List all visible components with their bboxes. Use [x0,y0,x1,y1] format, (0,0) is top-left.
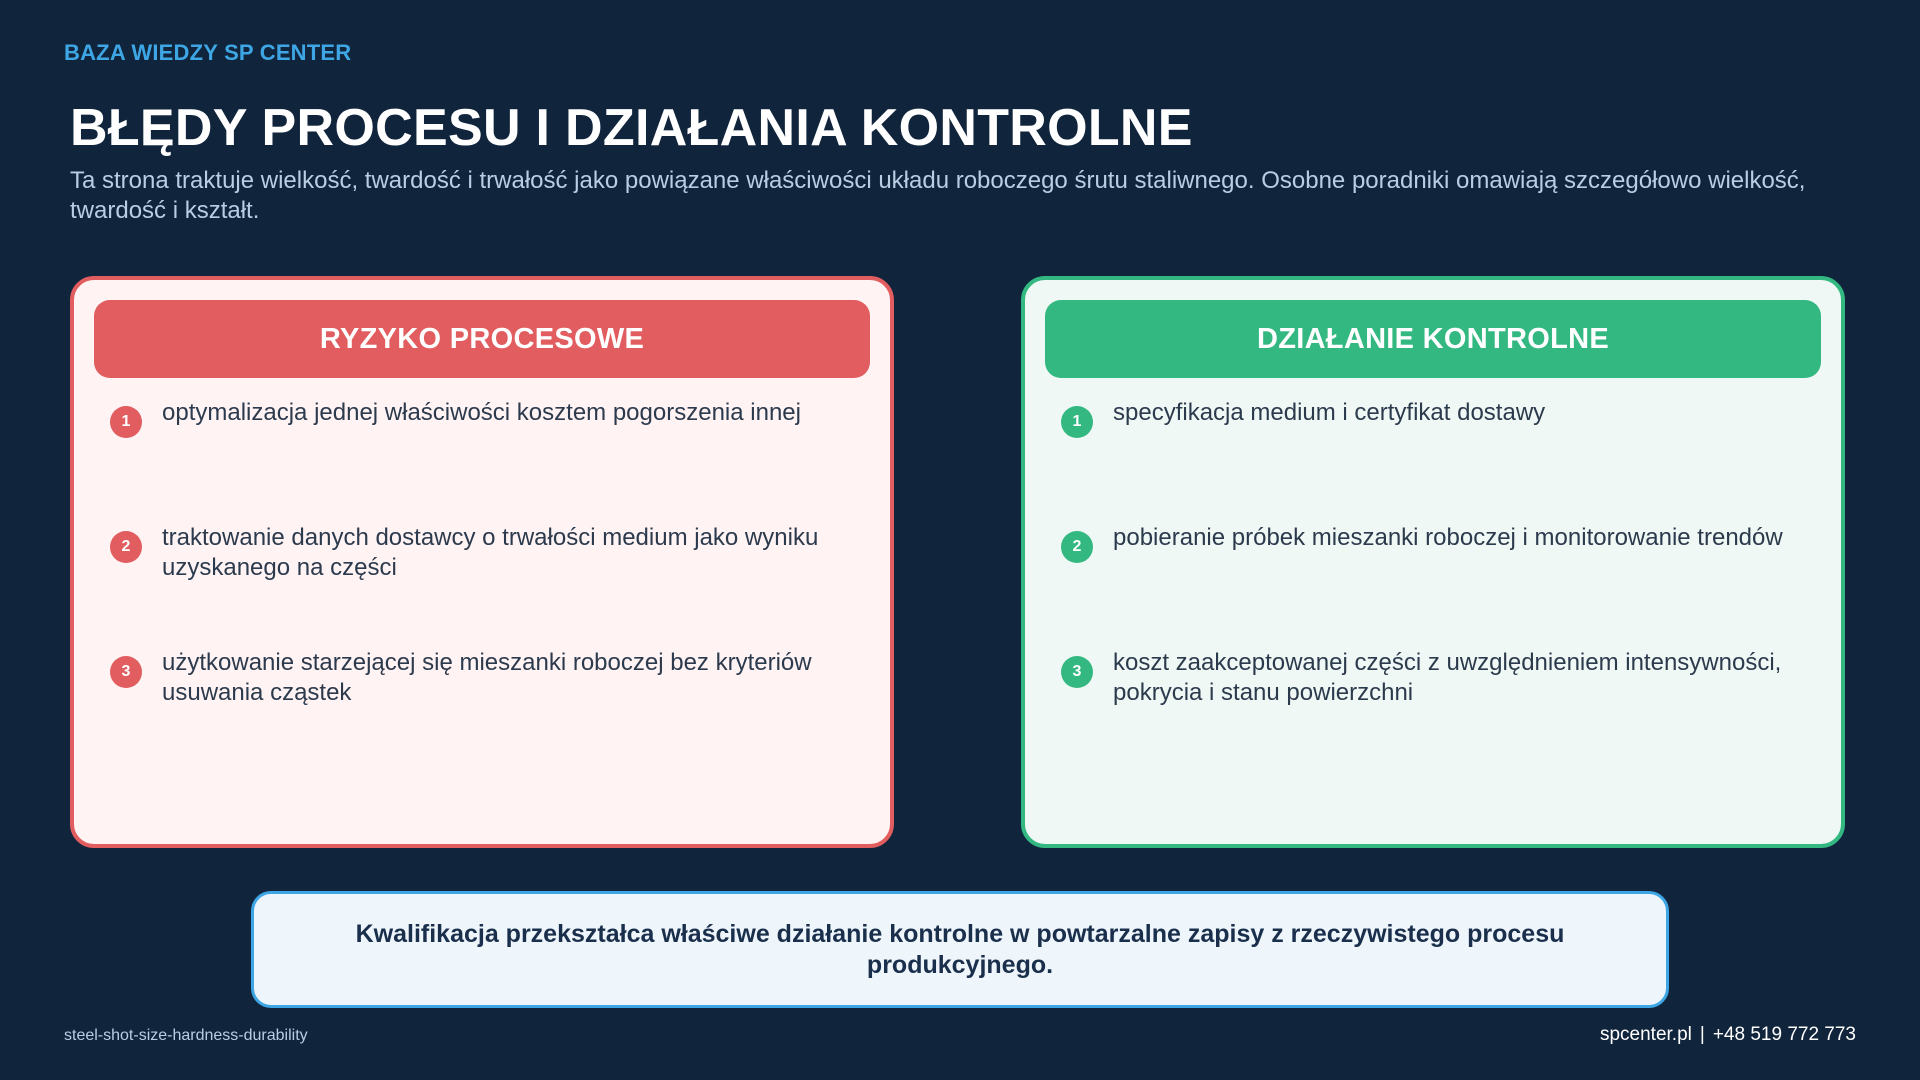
page-title: BŁĘDY PROCESU I DZIAŁANIA KONTROLNE [70,99,1193,157]
website-link[interactable]: spcenter.pl [1599,1024,1692,1045]
control-item-text: koszt zaakceptowanej części z uwzględnieniem intensywności, pokrycia i stanu powierzchni [1113,649,1782,706]
control-card-heading: DZIAŁANIE KONTROLNE [1045,300,1821,378]
risk-item-number: 1 [110,406,142,438]
risk-item [110,523,854,583]
risk-item [110,648,854,708]
risk-item [110,398,854,428]
page-subtitle: Ta strona traktuje wielkość, twardość i trwałość jako powiązane właściwości układu roboczego śrutu staliwnego. Osobne poradniki omawiają szczegółowo wielkość, twardość i kształt. [70,167,1806,224]
risk-item-number: 3 [110,656,142,688]
control-card [1021,276,1845,848]
contact-info [1600,1024,1856,1046]
control-item-number: 3 [1061,656,1093,688]
risk-item-text: traktowanie danych dostawcy o trwałości medium jako wyniku uzyskanego na części [162,524,819,581]
summary-box [251,891,1669,1008]
knowledge-base-label: BAZA WIEDZY SP CENTER [64,40,352,65]
control-item [1061,648,1805,708]
summary-text: Kwalifikacja przekształca właściwe działanie kontrolne w powtarzalne zapisy z rzeczywistego procesu produkcyjnego. [355,919,1565,979]
control-item-number: 2 [1061,531,1093,563]
control-item-text: pobieranie próbek mieszanki roboczej i monitorowanie trendów [1113,524,1783,551]
control-item [1061,398,1805,428]
phone-number[interactable]: +48 519 772 773 [1712,1024,1856,1045]
contact-separator: | [1699,1024,1705,1045]
risk-card-heading: RYZYKO PROCESOWE [94,300,870,378]
control-item [1061,523,1805,553]
control-item-text: specyfikacja medium i certyfikat dostawy [1113,399,1546,426]
risk-item-text: optymalizacja jednej właściwości kosztem pogorszenia innej [162,399,801,426]
risk-item-number: 2 [110,531,142,563]
control-item-number: 1 [1061,406,1093,438]
page-slug: steel-shot-size-hardness-durability [64,1027,308,1044]
risk-item-text: użytkowanie starzejącej się mieszanki roboczej bez kryteriów usuwania cząstek [162,649,812,706]
risk-card [70,276,894,848]
